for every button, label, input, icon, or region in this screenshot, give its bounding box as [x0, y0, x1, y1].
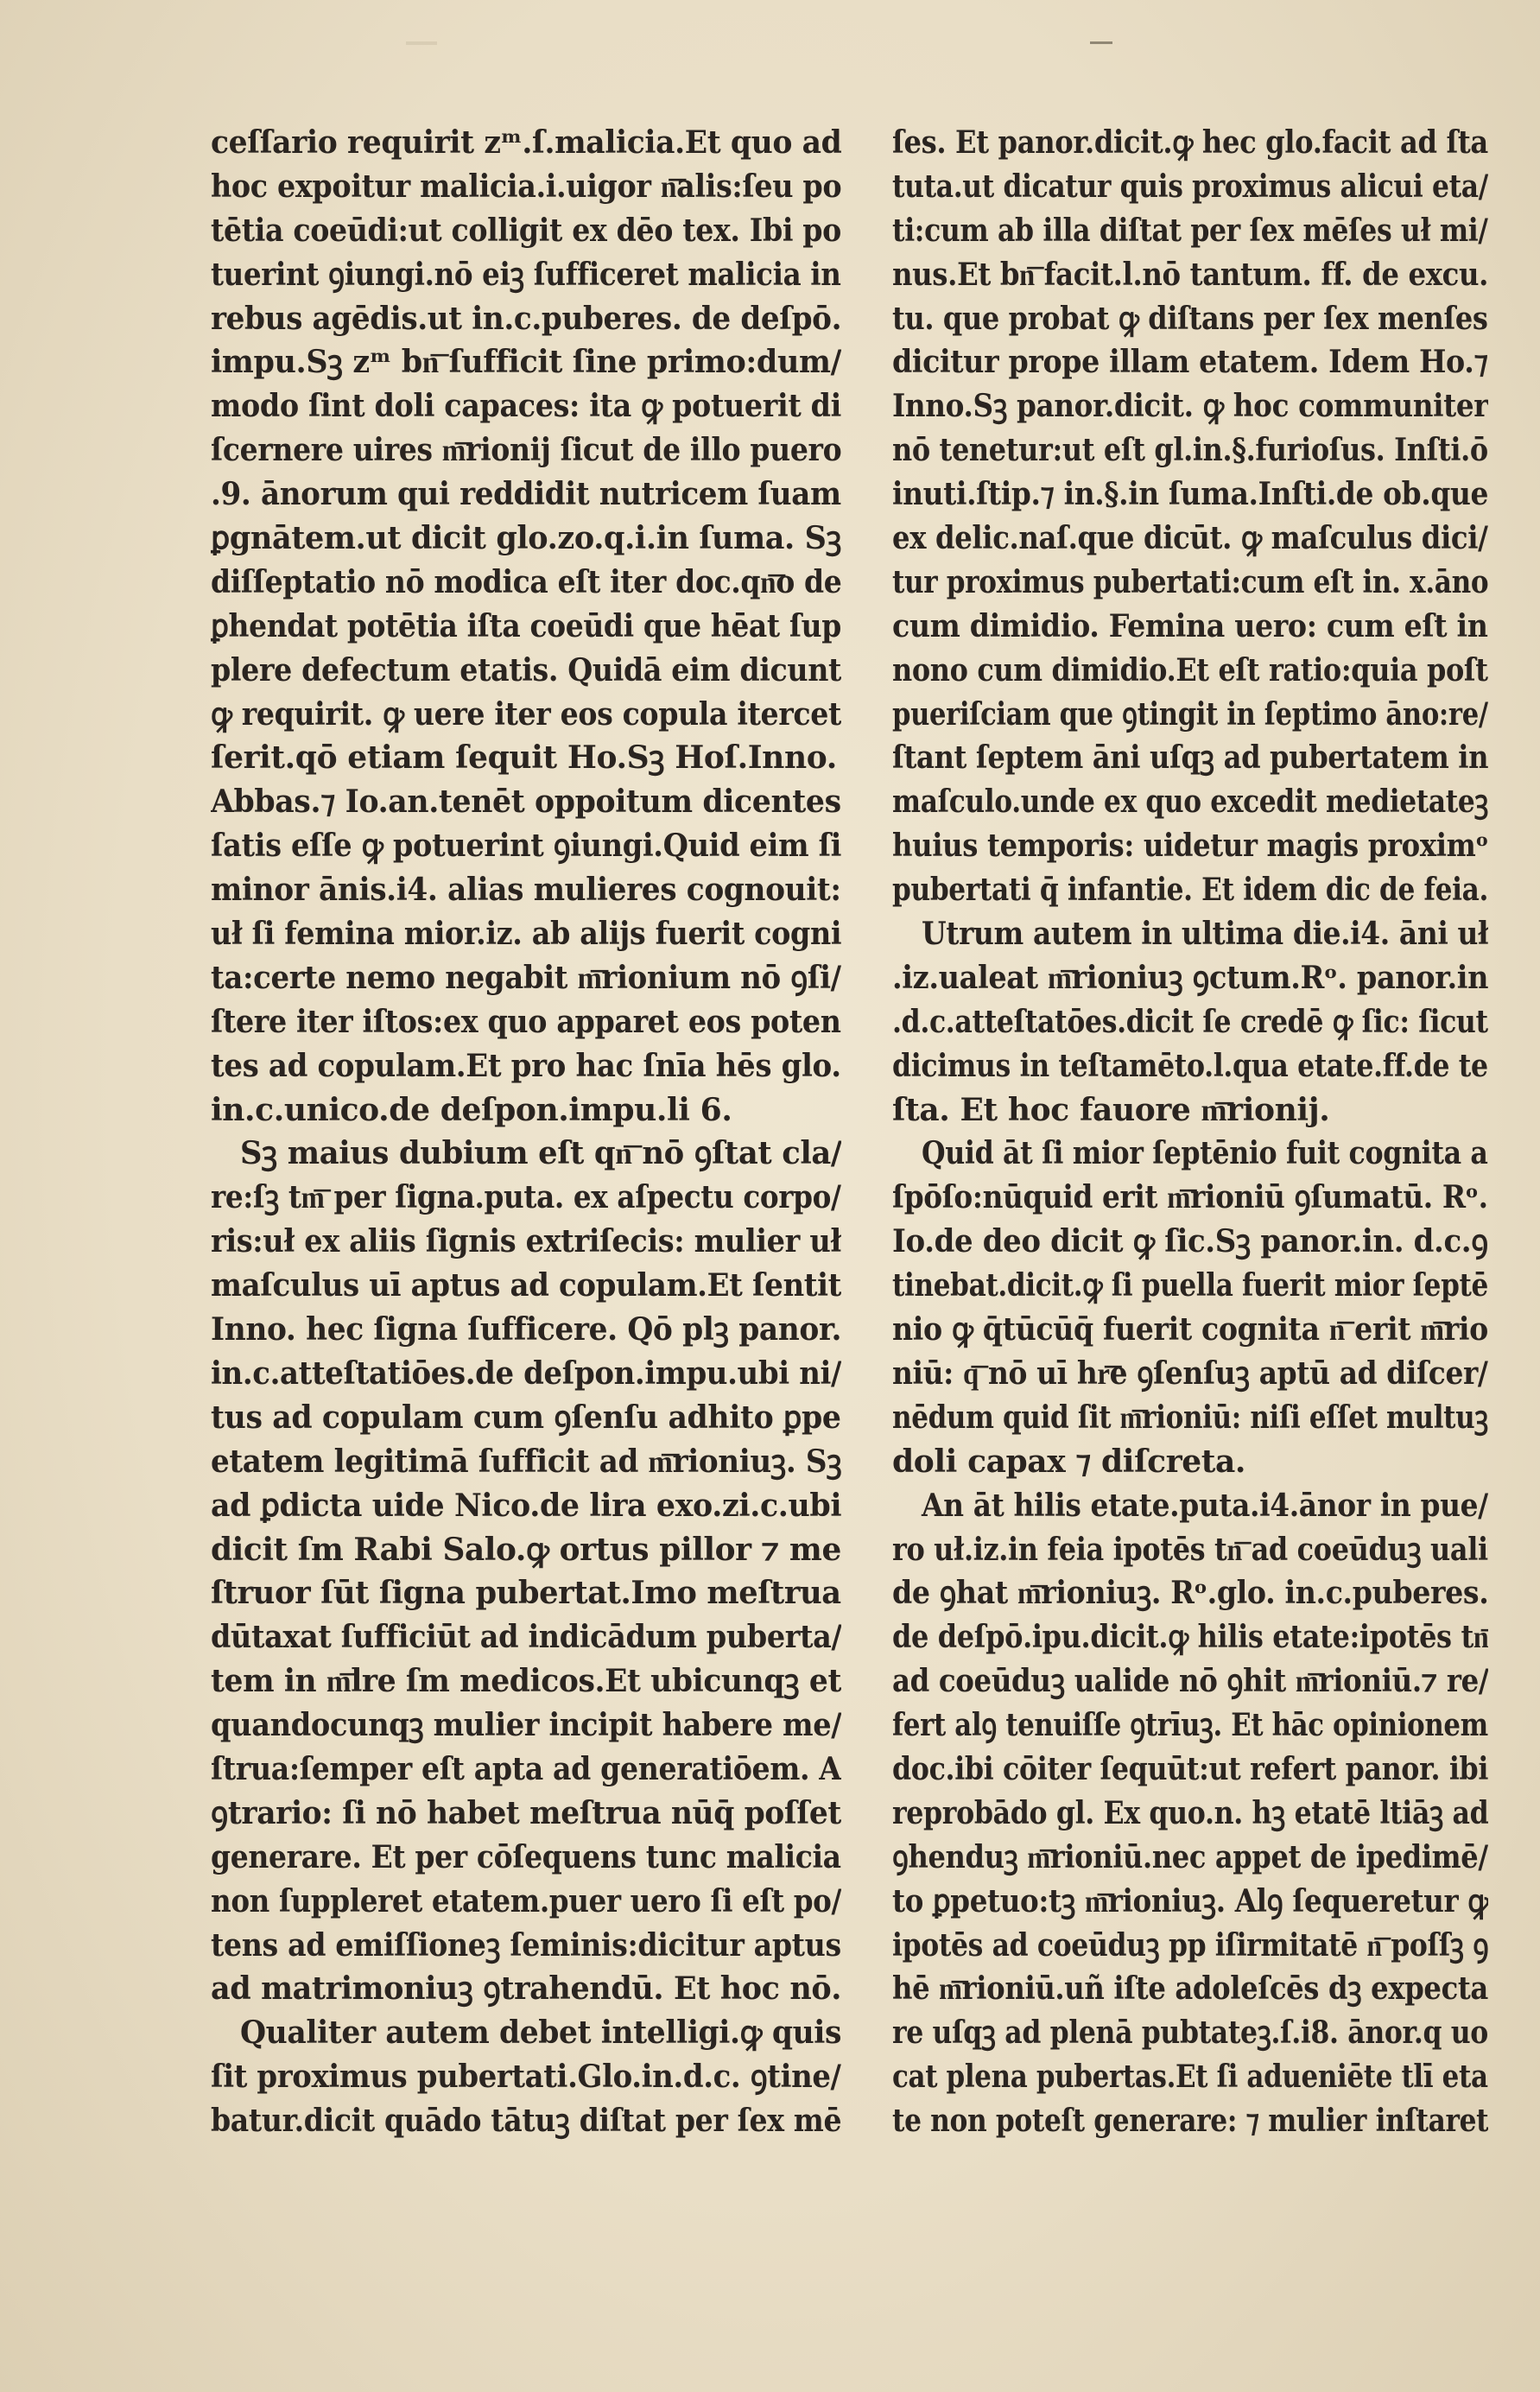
text-line: ꝙ requirit. ꝙ uere iter eos copula itercet [211, 695, 841, 733]
text-line: ad matrimoniuꝫ ꝯtrahendū. Et hoc nō. [211, 1970, 841, 2008]
text-line: ſes. Et panor.dicit.ꝙ hec glo.facit ad ſta [892, 124, 1488, 161]
text-line: tens ad emiſſioneꝫ ſeminis:dicitur aptus [211, 1926, 841, 1964]
text-line: ſatis eſſe ꝙ potuerint ꝯiungi.Quid eim ſi [211, 828, 841, 865]
text-line: hoc expoitur malicia.i.uigor n͞alis:ſeu po [211, 168, 841, 205]
text-line: ſtrua:ſemper eſt apta ad generatiōem. A [211, 1750, 841, 1787]
text-line: nio ꝙ q̄tūcūq̄ fuerit cognita n͞ erit m͞rio [892, 1311, 1488, 1348]
text-line: Qualiter autem debet intelligi.ꝙ quis [240, 2014, 841, 2052]
text-line: ro uł.iz.in feia ipotēs tn͞ ad coeūduꝫ uali [892, 1531, 1488, 1568]
text-line: Sꝫ maius dubium eſt qn͞ nō ꝯſtat cla/ [240, 1135, 841, 1172]
text-line: dicimus in teſtamēto.l.qua etate.ff.de te [892, 1047, 1488, 1084]
text-line: tinebat.dicit.ꝙ ſi puella fuerit mior ſeptē [892, 1267, 1488, 1304]
text-line: ſcernere uires m͞rionij ſicut de illo puero [211, 432, 841, 469]
text-line: nēdum quid ſit m͞rioniū: niſi eſſet multuꝫ [892, 1399, 1488, 1436]
text-line: dicit ſm Rabi Salo.ꝙ ortus pillor ⁊ me [211, 1531, 841, 1568]
text-line: An āt hilis etate.puta.i4.ānor in pue/ [922, 1487, 1488, 1524]
text-line: impu.Sꝫ zᵐ bn͞ ſufficit ſine primo:dum/ [211, 344, 841, 381]
right-text-column [892, 121, 1488, 2143]
gutter-mark [1090, 41, 1112, 44]
text-line: plere defectum etatis. Quidā eim dicunt [211, 651, 841, 688]
text-line: ꝑgnātem.ut dicit glo.zo.q.i.in ſuma. Sꝫ [211, 520, 841, 557]
text-line: uł ſi femina mior.iz. ab alijs fuerit cogni [211, 916, 841, 953]
text-line: pubertati q̄ infantie. Et idem dic de feia. [892, 872, 1488, 909]
text-line: pueriſciam que ꝯtingit in ſeptimo āno:re/ [892, 695, 1488, 733]
text-line: Utrum autem in ultima die.i4. āni uł [922, 916, 1488, 953]
text-line: tus ad copulam cum ꝯſenſu adhito ꝑpe [211, 1399, 841, 1436]
text-line: ſit proximus pubertati.Glo.in.d.c. ꝯtine/ [211, 2059, 841, 2096]
text-line: de ꝯhat m͞rioniuꝫ. Rᵒ.glo. in.c.puberes. [892, 1575, 1488, 1612]
text-line: fert alꝯ tenuiſſe ꝯtrīuꝫ. Et hāc opinionem [892, 1707, 1488, 1744]
text-line: .d.c.atteſtatōes.dicit ſe credē ꝙ ſic: ſicut [892, 1003, 1488, 1040]
text-line: re uſqꝫ ad plenā pubtateꝫ.ſ.i8. ānor.q uo [892, 2014, 1488, 2052]
text-line: Inno. hec ſigna ſufficere. Qō plꝫ panor. [211, 1311, 841, 1348]
text-line: ꝯhenduꝫ m͞rioniū.nec appet de ipedimē/ [892, 1838, 1488, 1875]
text-line: tes ad copulam.Et pro hac ſnīa hēs glo. [211, 1047, 841, 1084]
text-line: Quid āt ſi mior ſeptēnio fuit cognita a [922, 1135, 1488, 1172]
text-line: tētia coeūdi:ut colligit ex dēo tex. Ibi po [211, 212, 841, 249]
text-line: ſpōſo:nūquid erit m͞rioniū ꝯſumatū. Rᵒ. [892, 1179, 1488, 1216]
text-line: ipotēs ad coeūduꝫ pp iſirmitatē n͞ poſſꝫ ꝯ [892, 1926, 1488, 1964]
text-line: ex delic.naſ.que dicūt. ꝙ maſculus dici/ [892, 520, 1488, 557]
text-line: nō tenetur:ut eſt gl.in.§.furioſus. Inſti.ō [892, 432, 1488, 469]
text-line: doli capax ⁊ diſcreta. [892, 1443, 1246, 1480]
text-line: nono cum dimidio.Et eſt ratio:quia poſt [892, 651, 1488, 688]
text-line: ſerit.qō etiam ſequit Ho.Sꝫ Hoſ.Inno. [211, 739, 837, 777]
text-line: tem in m͞lre ſm medicos.Et ubicunqꝫ et [211, 1663, 841, 1700]
text-line: in.c.atteſtatiōes.de deſpon.impu.ubi ni/ [211, 1355, 841, 1392]
text-line: reprobādo gl. Ex quo.n. hꝫ etatē ltiāꝫ ad [892, 1794, 1488, 1831]
text-line: te non poteſt generare: ⁊ mulier inſtaret [892, 2103, 1488, 2140]
text-line: in.c.unico.de deſpon.impu.li 6. [211, 1091, 732, 1128]
text-line: diſſeptatio nō modica eſt iter doc.qn͞o de [211, 563, 841, 600]
text-line: maſculo.unde ex quo excedit medietateꝫ [892, 784, 1488, 821]
text-line: cum dimidio. Femina uero: cum eſt in [892, 607, 1488, 644]
text-line: rebus agēdis.ut in.c.puberes. de deſpō. [211, 300, 841, 337]
text-line: etatem legitimā ſufficit ad m͞rioniuꝫ. Sꝫ [211, 1443, 841, 1480]
text-line: ris:uł ex aliis ſignis extriſecis: mulier uł [211, 1223, 841, 1260]
text-line: ꝑhendat potētia iſta coeūdi que hēat ſup [211, 607, 841, 644]
text-line: ꝯtrario: ſi nō habet meſtrua nūq̄ poſſet [211, 1794, 841, 1831]
paper-smudge [406, 41, 437, 45]
text-line: .iz.ualeat m͞rioniuꝫ ꝯctum.Rᵒ. panor.in [892, 959, 1488, 996]
text-line: hē m͞rioniū.uñ iſte adoleſcēs dꝫ expecta [892, 1970, 1488, 2008]
text-line: niū: q͞ nō uī hr͞e ꝯſenſuꝫ aptū ad diſcer/ [892, 1355, 1488, 1392]
text-line: tuta.ut dicatur quis proximus alicui eta/ [892, 168, 1488, 205]
text-line: dicitur prope illam etatem. Idem Ho.⁊ [892, 344, 1488, 381]
text-line: ti:cum ab illa diſtat per ſex mēſes uł mi/ [892, 212, 1488, 249]
text-line: dūtaxat ſufficiūt ad indicādum puberta/ [211, 1619, 841, 1656]
text-line: batur.dicit quādo tātuꝫ diſtat per ſex mē [211, 2103, 841, 2140]
text-line: Inno.Sꝫ panor.dicit. ꝙ hoc communiter [892, 388, 1488, 425]
text-line: ſtruor ſūt ſigna pubertat.Imo meſtrua [211, 1575, 841, 1612]
text-line: Io.de deo dicit ꝙ ſic.Sꝫ panor.in. d.c.ꝯ [892, 1223, 1488, 1260]
text-line: minor ānis.i4. alias mulieres cognouit: [211, 872, 841, 909]
left-text-column [211, 121, 841, 2143]
text-line: non ſuppleret etatem.puer uero ſi eſt po/ [211, 1882, 841, 1919]
text-line: Abbas.⁊ Io.an.tenēt oppoitum dicentes [211, 784, 841, 821]
text-line: ta:certe nemo negabit m͞rionium nō ꝯſi/ [211, 959, 841, 996]
text-line: tu. que probat ꝙ diſtans per ſex menſes [892, 300, 1488, 337]
text-line: ad coeūduꝫ ualide nō ꝯhit m͞rioniū.⁊ re/ [892, 1663, 1488, 1700]
text-line: huius temporis: uidetur magis proximᵒ [892, 828, 1488, 865]
text-line: cat plena pubertas.Et ſi adueniēte tlī eta [892, 2059, 1488, 2096]
text-line: tur proximus pubertati:cum eſt in. x.āno [892, 563, 1488, 600]
text-line: de deſpō.ipu.dicit.ꝙ hilis etate:ipotēs tn͞ [892, 1619, 1488, 1656]
text-line: re:ſꝫ tm͞ per ſigna.puta. ex aſpectu corpo/ [211, 1179, 841, 1216]
text-line: doc.ibi cōiter ſequūt:ut refert panor. ibi [892, 1750, 1488, 1787]
text-line: ſta. Et hoc fauore m͞rionij. [892, 1091, 1330, 1128]
text-line: generare. Et per cōſequens tunc malicia [211, 1838, 841, 1875]
text-line: quandocunqꝫ mulier incipit habere me/ [211, 1707, 841, 1744]
text-line: ſtere iter iſtos:ex quo apparet eos poten [211, 1003, 841, 1040]
text-line: to ꝑpetuo:tꝫ m͞rioniuꝫ. Alꝯ ſequeretur ꝙ [892, 1882, 1488, 1919]
text-line: ad ꝑdicta uide Nico.de lira exo.zi.c.ubi [211, 1487, 841, 1524]
text-line: nus.Et bn͞ facit.l.nō tantum. ff. de excu. [892, 256, 1488, 293]
text-line: tuerint ꝯiungi.nō eiꝫ ſufficeret malicia in [211, 256, 841, 293]
text-line: .9. ānorum qui reddidit nutricem ſuam [211, 476, 841, 513]
text-line: ceſſario requirit zᵐ.ſ.malicia.Et quo ad [211, 124, 841, 161]
text-line: ſtant ſeptem āni uſqꝫ ad pubertatem in [892, 739, 1488, 777]
text-line: maſculus uī aptus ad copulam.Et ſentit [211, 1267, 841, 1304]
text-line: inuti.ſtip.⁊ in.§.in ſuma.Inſti.de ob.que [892, 476, 1488, 513]
text-line: modo ſint doli capaces: ita ꝙ potuerit di [211, 388, 841, 425]
